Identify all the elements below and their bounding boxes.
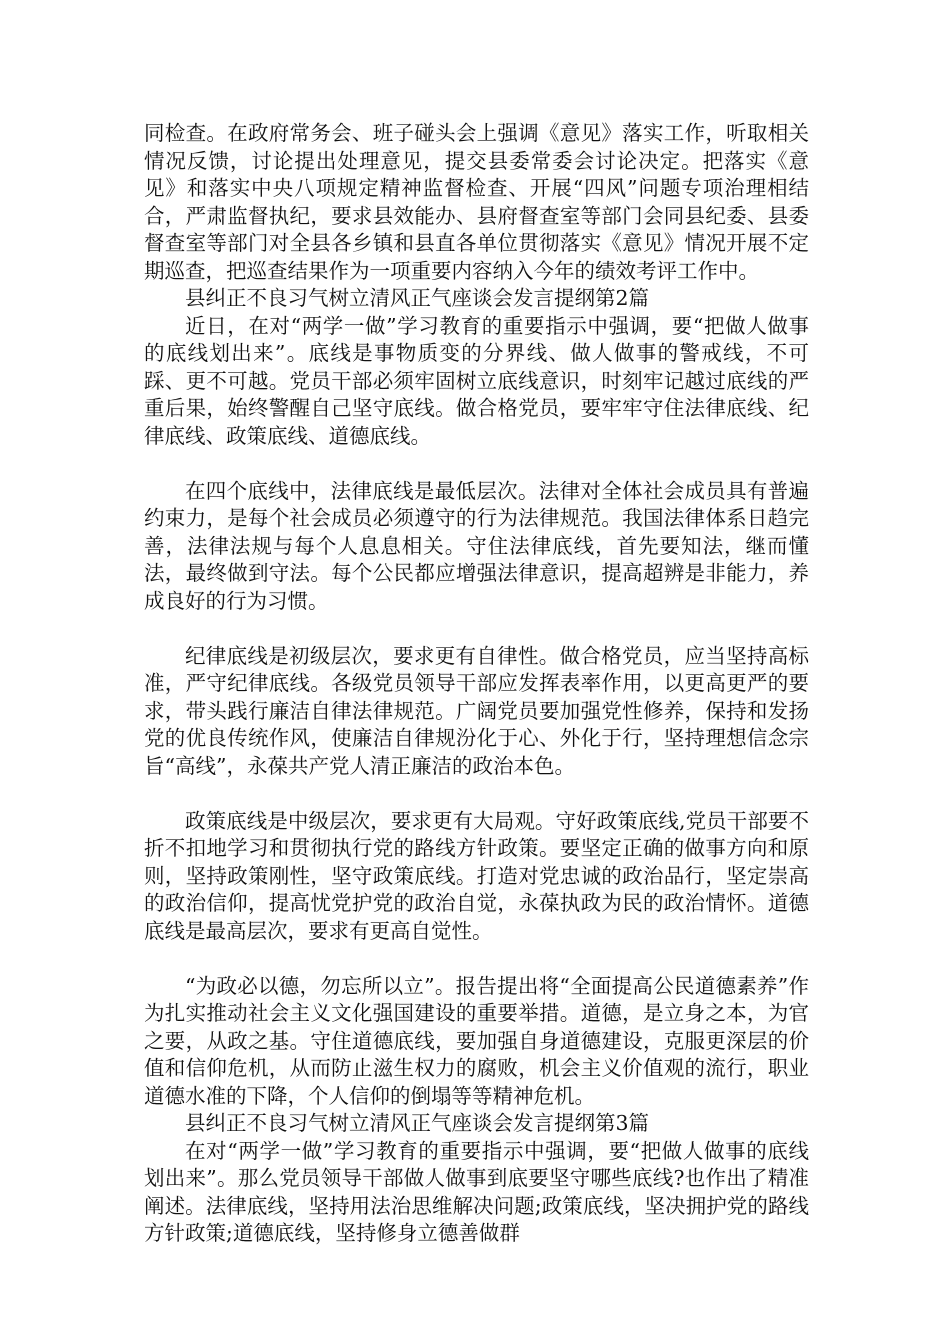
paragraph-spacer <box>144 450 809 478</box>
paragraph-spacer <box>144 945 809 973</box>
paragraph-part-3-intro: 在对“两学一做”学习教育的重要指示中强调，要“把做人做事的底线划出来”。那么党员领导干部做人做事到底要坚守哪些底线?也作出了精准阐述。法律底线，坚持用法治思维解决问题;政策底线，坚决拥护党的路线方针政策;道德底线，坚持修身立德善做群 <box>144 1138 809 1245</box>
paragraph-spacer <box>144 780 809 808</box>
document-page <box>144 120 809 1248</box>
paragraph-moral-bottom-line: “为政必以德，勿忘所以立”。报告提出将“全面提高公民道德素养”作为扎实推动社会主义文化强国建设的重要举措。道德，是立身之本，为官之要，从政之基。守住道德底线，要加强自身道德建设，克服更深层的价值和信仰危机，从而防止滋生权力的腐败，机会主义价值观的流行，职业道德水准的下降，个人信仰的倒塌等等精神危机。 <box>144 973 809 1108</box>
paragraph-law-bottom-line: 在四个底线中，法律底线是最低层次。法律对全体社会成员具有普遍约束力，是每个社会成员必须遵守的行为法律规范。我国法律体系日趋完善，法律法规与每个人息息相关。守住法律底线，首先要知法，继而懂法，最终做到守法。每个公民都应增强法律意识，提高超辨是非能力，养成良好的行为习惯。 <box>144 478 809 613</box>
paragraph-policy-bottom-line: 政策底线是中级层次，要求更有大局观。守好政策底线,党员干部要不折不扣地学习和贯彻执行党的路线方针政策。要坚定正确的做事方向和原则，坚持政策刚性，坚守政策底线。打造对党忠诚的政治品行，坚定崇高的政治信仰，提高忧党护党的政治自觉，永葆执政为民的政治情怀。道德底线是最高层次，要求有更高自觉性。 <box>144 808 809 943</box>
paragraph-intro-bottom-lines: 近日，在对“两学一做”学习教育的重要指示中强调，要“把做人做事的底线划出来”。底线是事物质变的分界线、做人做事的警戒线，不可踩、更不可越。党员干部必须牢固树立底线意识，时刻牢记越过底线的严重后果，始终警醒自己坚守底线。做合格党员，要牢牢守住法律底线、纪律底线、政策底线、道德底线。 <box>144 313 809 448</box>
paragraph-spacer <box>144 615 809 643</box>
section-heading-part-2: 县纠正不良习气树立清风正气座谈会发言提纲第2篇 <box>185 286 650 310</box>
paragraph-discipline-bottom-line: 纪律底线是初级层次，要求更有自律性。做合格党员，应当坚持高标准，严守纪律底线。各级党员领导干部应发挥表率作用，以更高更严的要求，带头践行廉洁自律法律规范。广阔党员要加强党性修养，保持和发扬党的优良传统作风，使廉洁自律规汾化于心、外化于行，坚持理想信念宗旨“高线”，永葆共产党人清正廉洁的政治本色。 <box>144 643 809 778</box>
section-heading-part-3: 县纠正不良习气树立清风正气座谈会发言提纲第3篇 <box>185 1111 650 1135</box>
paragraph-continuation: 同检查。在政府常务会、班子碰头会上强调《意见》落实工作，听取相关情况反馈，讨论提出处理意见，提交县委常委会讨论决定。把落实《意见》和落实中央八项规定精神监督检查、开展“四风”问题专项治理相结合，严肃监督执纪，要求县效能办、县府督查室等部门会同县纪委、县委督查室等部门对全县各乡镇和县直各单位贯彻落实《意见》情况开展不定期巡查，把巡查结果作为一项重要内容纳入今年的绩效考评工作中。 <box>144 121 809 283</box>
